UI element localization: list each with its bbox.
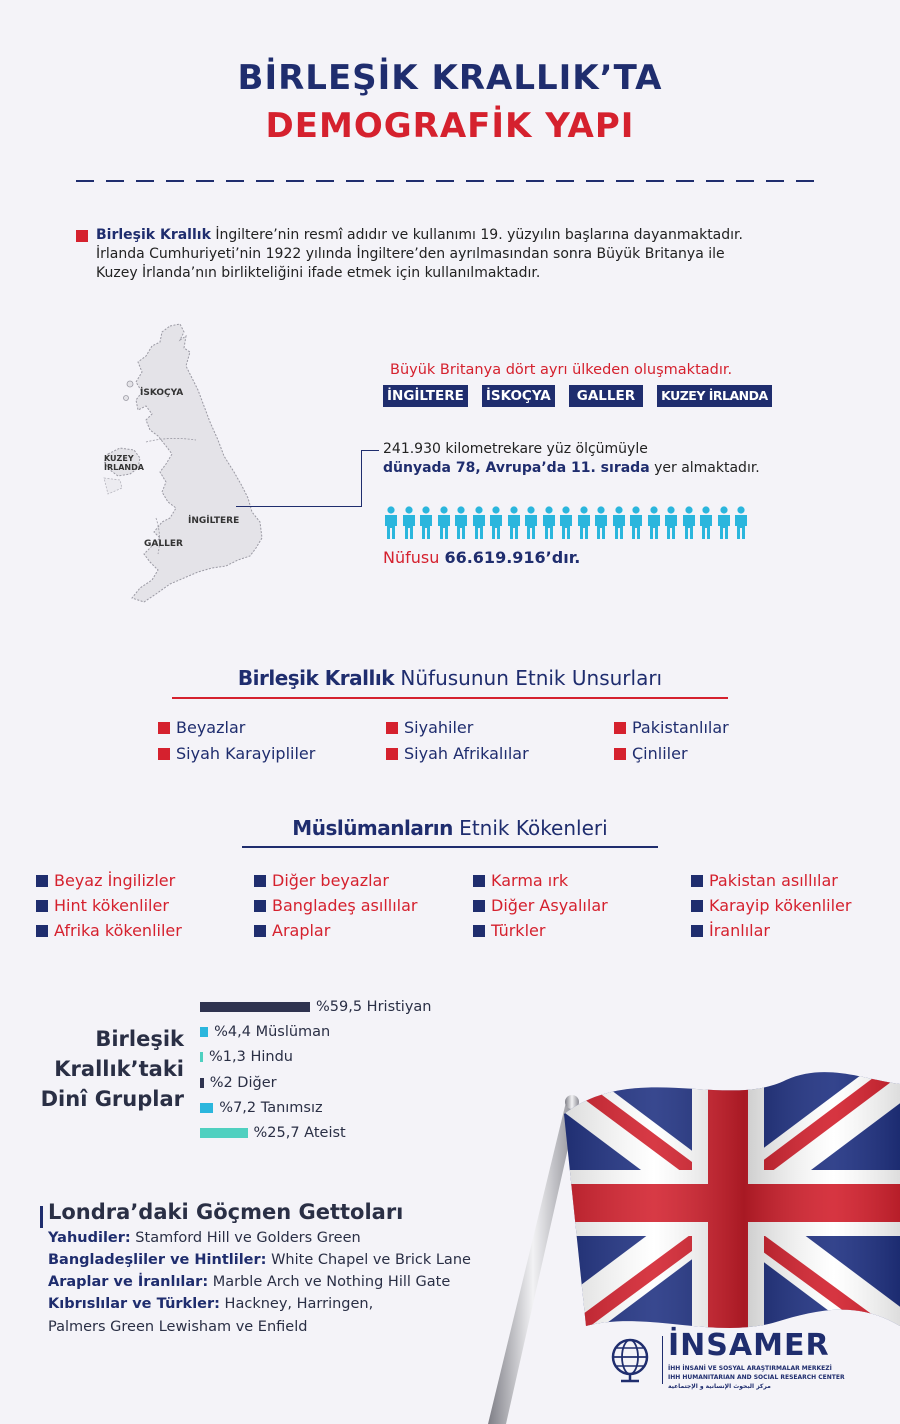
muslim-origin-item: Hint kökenliler <box>36 896 169 915</box>
person-icon <box>733 506 749 540</box>
bullet-square-icon <box>473 875 485 887</box>
globe-icon <box>606 1335 654 1383</box>
religion-bar <box>200 1002 310 1012</box>
religion-title: Birleşik Krallık’taki Dinî Gruplar <box>40 1027 184 1111</box>
ghetto-title-accent <box>40 1206 43 1228</box>
person-icon <box>418 506 434 540</box>
logo-subtitle-en: IHH HUMANITARIAN AND SOCIAL RESEARCH CENTER <box>668 1374 845 1381</box>
religion-row <box>200 1024 330 1040</box>
area-line-2-rest: yer almaktadır. <box>649 460 760 476</box>
religion-row <box>200 1100 323 1116</box>
person-icon <box>681 506 697 540</box>
person-icon <box>698 506 714 540</box>
ghetto-row: Yahudiler: Stamford Hill ve Golders Green <box>48 1230 361 1246</box>
muslim-origins-heading: Müslümanların Etnik Kökenleri <box>292 816 608 840</box>
bullet-square-icon <box>614 748 626 760</box>
person-icon <box>471 506 487 540</box>
bullet-square-icon <box>614 722 626 734</box>
ghetto-title: Londra’daki Göçmen Gettoları <box>48 1200 404 1224</box>
person-icon <box>541 506 557 540</box>
ethnic-item: Siyahiler <box>386 718 473 737</box>
person-icon <box>576 506 592 540</box>
title-line-1: BİRLEŞİK KRALLIK’TA <box>237 58 663 98</box>
muslim-origin-item: Diğer beyazlar <box>254 871 389 890</box>
ethnic-heading: Birleşik Krallık Nüfusunun Etnik Unsurları <box>237 666 663 690</box>
muslim-origins-underline <box>242 846 658 848</box>
countries-heading: Büyük Britanya dört ayrı ülkeden oluşmaktadır. <box>390 362 733 378</box>
bullet-square-icon <box>691 875 703 887</box>
religion-row <box>200 1075 277 1091</box>
ethnic-item: Çinliler <box>614 744 688 763</box>
muslim-origin-item: Diğer Asyalılar <box>473 896 608 915</box>
person-icon <box>383 506 399 540</box>
religion-row <box>200 1049 293 1065</box>
religion-label: %7,2 Tanımsız <box>219 1100 323 1116</box>
religion-label: %4,4 Müslüman <box>214 1024 331 1040</box>
ethnic-item: Siyah Afrikalılar <box>386 744 529 763</box>
bullet-square-icon <box>36 900 48 912</box>
person-icon <box>558 506 574 540</box>
area-line-1: 241.930 kilometrekare yüz ölçümüyle <box>383 441 648 457</box>
map-label-england: İNGİLTERE <box>188 516 240 526</box>
map-label-northern-ireland: KUZEY İRLANDA <box>104 454 144 472</box>
logo-subtitle-tr: İHH İNSANİ VE SOSYAL ARAŞTIRMALAR MERKEZİ <box>668 1365 832 1372</box>
ghetto-row: Araplar ve İranlılar: Marble Arch ve Nothing Hill Gate <box>48 1274 451 1290</box>
muslim-origin-item: Araplar <box>254 921 330 940</box>
population-value: 66.619.916’dır. <box>444 548 581 567</box>
connector-line-vertical <box>361 450 362 507</box>
map-label-wales: GALLER <box>144 539 183 549</box>
muslim-origin-item: Türkler <box>473 921 545 940</box>
religion-bar <box>200 1078 204 1088</box>
bullet-square-icon <box>473 925 485 937</box>
ghetto-row-continued: Palmers Green Lewisham ve Enfield <box>48 1319 308 1335</box>
map-label-scotland: İSKOÇYA <box>140 388 184 398</box>
connector-line <box>236 506 362 507</box>
intro-lead: Birleşik Krallık <box>96 227 211 243</box>
muslim-origin-item: Pakistan asıllılar <box>691 871 838 890</box>
logo-subtitle-ar: مركز البحوث الإنسانية و الإجتماعية <box>668 1383 771 1390</box>
logo-divider <box>662 1336 663 1384</box>
ethnic-heading-underline <box>172 697 728 699</box>
religion-label: %1,3 Hindu <box>209 1049 293 1065</box>
religion-row <box>200 1125 346 1141</box>
person-icon <box>611 506 627 540</box>
person-icon <box>488 506 504 540</box>
country-badges <box>383 385 772 407</box>
muslim-origin-item: Afrika kökenliler <box>36 921 182 940</box>
religion-row <box>200 999 432 1015</box>
ghetto-row: Bangladeşliler ve Hintliler: White Chapel ve Brick Lane <box>48 1252 471 1268</box>
population-text <box>383 548 580 567</box>
bullet-square-icon <box>691 925 703 937</box>
area-text <box>383 440 760 478</box>
bullet-square-icon <box>158 748 170 760</box>
muslim-origin-item: Karayip kökenliler <box>691 896 851 915</box>
badge-northern-ireland: KUZEY İRLANDA <box>657 385 772 407</box>
bullet-square-icon <box>691 900 703 912</box>
religion-bar <box>200 1103 213 1113</box>
person-icon <box>716 506 732 540</box>
badge-wales: GALLER <box>569 385 643 407</box>
bullet-square-icon <box>386 722 398 734</box>
muslim-origin-item: Beyaz İngilizler <box>36 871 175 890</box>
bullet-square-icon <box>76 230 88 242</box>
intro-line-3: Kuzey İrlanda’nın birlikteliğini ifade etmek için kullanılmaktadır. <box>96 265 541 281</box>
bullet-square-icon <box>254 900 266 912</box>
person-icon <box>436 506 452 540</box>
religion-label: %59,5 Hristiyan <box>316 999 432 1015</box>
person-icon <box>401 506 417 540</box>
person-icon <box>453 506 469 540</box>
intro-line-1: İngiltere’nin resmî adıdır ve kullanımı 19. yüzyılın başlarına dayanmaktadır. <box>210 227 743 243</box>
bullet-square-icon <box>473 900 485 912</box>
muslim-origin-item: İranlılar <box>691 921 770 940</box>
intro-paragraph <box>96 226 816 283</box>
bullet-square-icon <box>254 925 266 937</box>
bullet-square-icon <box>254 875 266 887</box>
bullet-square-icon <box>386 748 398 760</box>
person-icon <box>646 506 662 540</box>
connector-line-tick <box>361 450 379 451</box>
religion-label: %2 Diğer <box>209 1075 277 1091</box>
person-icon <box>628 506 644 540</box>
area-rank: dünyada 78, Avrupa’da 11. sırada <box>383 460 650 476</box>
population-label: Nüfusu <box>383 548 445 567</box>
religion-label: %25,7 Ateist <box>253 1125 346 1141</box>
religion-bar <box>200 1052 203 1062</box>
badge-scotland: İSKOÇYA <box>482 385 555 407</box>
intro-line-2: İrlanda Cumhuriyeti’nin 1922 yılında İngiltere’den ayrılmasından sonra Büyük Britanya ile <box>96 246 725 262</box>
muslim-origin-item: Karma ırk <box>473 871 568 890</box>
ethnic-item: Beyazlar <box>158 718 245 737</box>
logo-name: İNSAMER <box>668 1328 830 1363</box>
person-icon <box>523 506 539 540</box>
ethnic-item: Siyah Karayipliler <box>158 744 315 763</box>
ghetto-row: Kıbrıslılar ve Türkler: Hackney, Harringen, <box>48 1296 374 1312</box>
bullet-square-icon <box>36 925 48 937</box>
dashed-divider <box>76 180 826 182</box>
badge-england: İNGİLTERE <box>383 385 468 407</box>
title-line-2: DEMOGRAFİK YAPI <box>265 106 635 146</box>
person-icon <box>593 506 609 540</box>
uk-map <box>100 322 270 607</box>
bullet-square-icon <box>36 875 48 887</box>
religion-bar <box>200 1128 248 1138</box>
population-icons <box>383 506 749 540</box>
bullet-square-icon <box>158 722 170 734</box>
religion-bar <box>200 1027 208 1037</box>
ethnic-item: Pakistanlılar <box>614 718 729 737</box>
person-icon <box>663 506 679 540</box>
person-icon <box>506 506 522 540</box>
muslim-origin-item: Bangladeş asıllılar <box>254 896 418 915</box>
